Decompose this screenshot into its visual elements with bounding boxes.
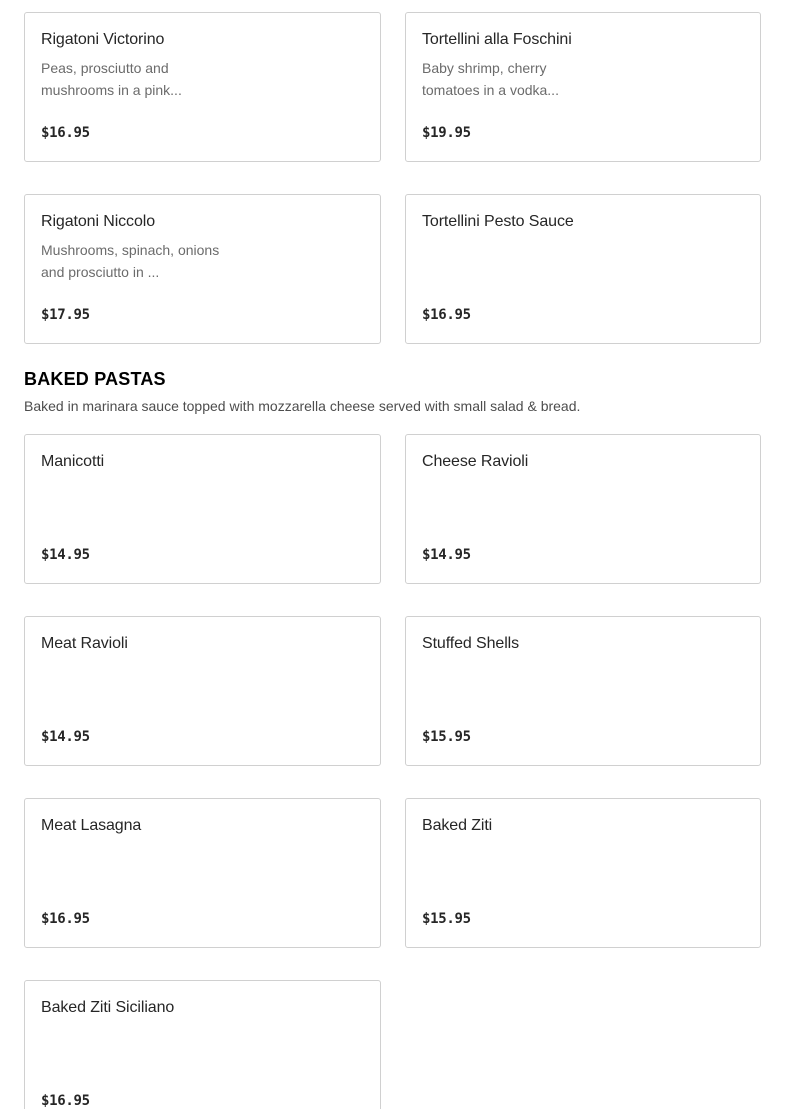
menu-item-card[interactable] (24, 616, 381, 766)
menu-item-card[interactable] (24, 798, 381, 948)
menu-item-price: $14.95 (41, 547, 90, 563)
menu-item-price: $16.95 (41, 911, 90, 927)
menu-item-card[interactable] (405, 434, 761, 584)
menu-item-name: Baked Ziti Siciliano (41, 999, 175, 1016)
menu-item-price: $17.95 (41, 307, 90, 323)
menu-item-name: Rigatoni Victorino (41, 31, 165, 48)
menu-item-name: Rigatoni Niccolo (41, 213, 156, 230)
menu-item-price: $15.95 (422, 729, 471, 745)
menu-item-price: $16.95 (41, 1093, 90, 1109)
menu-item-name: Cheese Ravioli (422, 453, 529, 470)
menu-item-card[interactable] (24, 12, 381, 162)
menu-item-price: $14.95 (422, 547, 471, 563)
menu-item-name: Manicotti (41, 453, 105, 470)
section-title: BAKED PASTAS (24, 369, 166, 389)
menu-item-description: Peas, prosciutto and mushrooms in a pink... (41, 60, 182, 98)
menu-item-card[interactable] (24, 980, 381, 1109)
menu-item-price: $16.95 (422, 307, 471, 323)
menu-item-card[interactable] (405, 616, 761, 766)
menu-item-description: Baby shrimp, cherry tomatoes in a vodka... (422, 60, 559, 98)
menu-item-price: $14.95 (41, 729, 90, 745)
section-description: Baked in marinara sauce topped with mozzarella cheese served with small salad & bread. (24, 398, 581, 414)
menu-item-card[interactable] (405, 798, 761, 948)
menu-item-price: $15.95 (422, 911, 471, 927)
menu-item-name: Baked Ziti (422, 817, 493, 834)
menu-item-name: Tortellini Pesto Sauce (422, 213, 574, 230)
menu-item-name: Tortellini alla Foschini (422, 31, 572, 48)
menu-item-card[interactable] (24, 194, 381, 344)
menu-item-card[interactable] (405, 12, 761, 162)
menu-item-description: Mushrooms, spinach, onions and prosciutto in ... (41, 242, 220, 280)
menu-item-price: $16.95 (41, 125, 90, 141)
menu-item-name: Meat Ravioli (41, 635, 128, 652)
menu-item-price: $19.95 (422, 125, 471, 141)
menu-item-name: Stuffed Shells (422, 635, 520, 652)
baked-pastas-grid (24, 434, 761, 1109)
menu-item-card[interactable] (24, 434, 381, 584)
menu-item-name: Meat Lasagna (41, 817, 142, 834)
menu-item-card[interactable] (405, 194, 761, 344)
pasta-items-grid (24, 12, 761, 344)
